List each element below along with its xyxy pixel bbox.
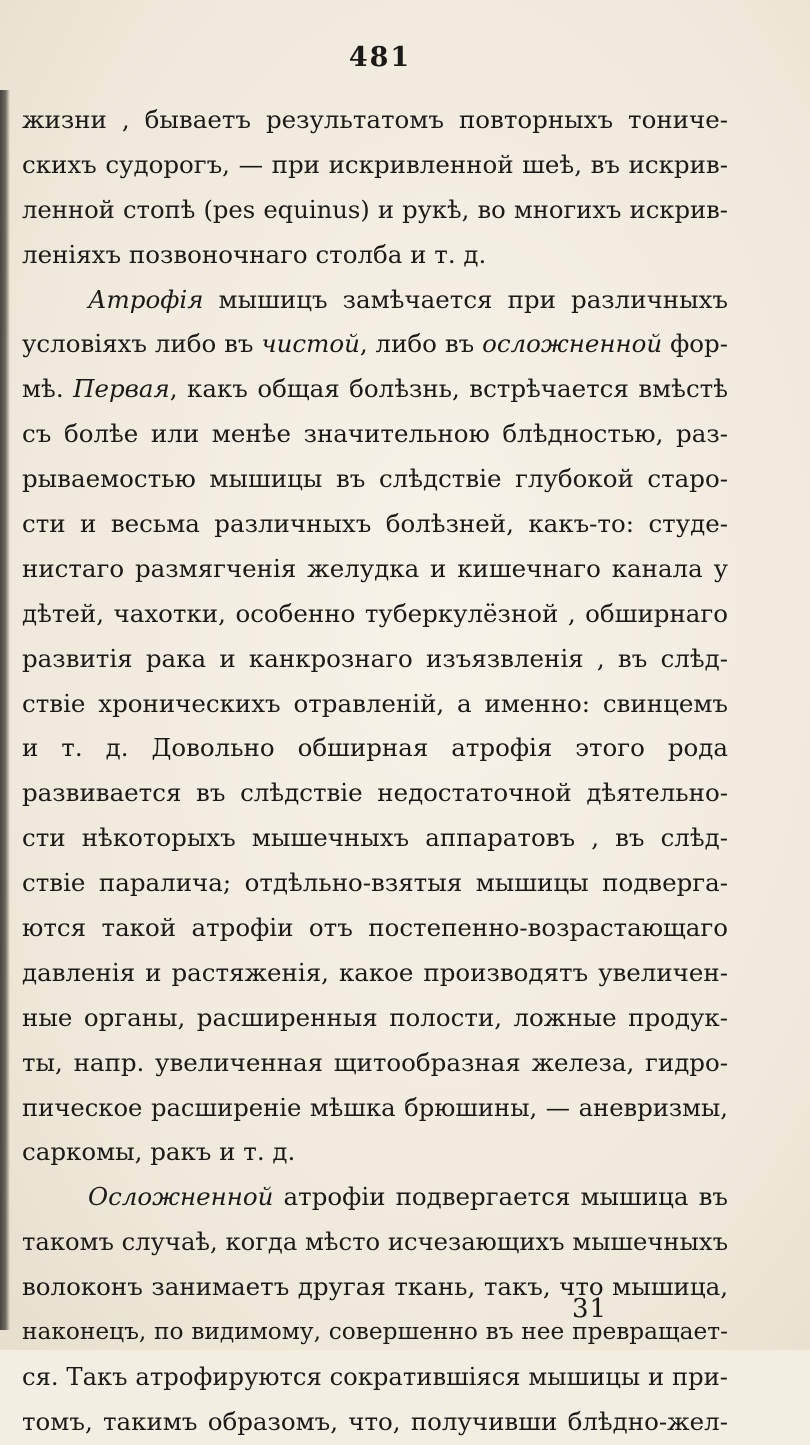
italic-term: осложненной [482, 329, 663, 359]
text-segment: леніяхъ позвоночнаго столба и т. д. [22, 239, 487, 269]
text-line [22, 1265, 728, 1310]
text-segment: волоконъ занимаетъ другая ткань, такъ, что мышица, [22, 1272, 728, 1302]
text-segment: мѣ. [22, 374, 74, 404]
text-line [22, 906, 728, 951]
text-segment: скихъ судорогъ, — при искривленной шеѣ, въ искрив- [22, 149, 728, 179]
text-segment: нистаго размягченія желудка и кишечнаго канала у [22, 553, 728, 583]
text-line [22, 682, 728, 727]
text-segment: развитія рака и канкрознаго изъязвленія , въ слѣд- [22, 643, 728, 673]
text-segment: ленной стопѣ (pes equinus) и рукѣ, во многихъ искрив- [22, 194, 728, 224]
text-line [22, 502, 728, 547]
text-segment: ты, напр. увеличенная щитообразная железа, гидро- [22, 1047, 728, 1077]
text-line [22, 188, 728, 233]
page-number: 481 [348, 42, 412, 73]
text-segment: ные органы, расширенныя полости, ложные продук- [22, 1002, 728, 1032]
text-segment: дѣтей, чахотки, особенно туберкулёзной , обширнаго [22, 598, 728, 628]
page-binding-shadow [0, 90, 10, 1330]
text-line [22, 367, 728, 412]
text-segment: и т. д. Довольно обширная атрофія этого рода [22, 733, 728, 763]
text-segment: пическое расширеніе мѣшка брюшины, — аневризмы, [22, 1092, 728, 1122]
text-line [22, 322, 728, 367]
text-line [22, 1130, 728, 1175]
text-segment: саркомы, ракъ и т. д. [22, 1137, 296, 1167]
text-segment: такомъ случаѣ, когда мѣсто исчезающихъ мышечныхъ [22, 1227, 728, 1257]
text-line [22, 233, 728, 278]
italic-term: Осложненной [88, 1182, 274, 1212]
text-segment: рываемостью мышицы въ слѣдствіе глубокой старо- [22, 464, 728, 494]
text-line [22, 592, 728, 637]
text-line [22, 951, 728, 996]
text-segment: жизни , бываетъ результатомъ повторныхъ тониче- [22, 105, 728, 134]
text-segment: сти нѣкоторыхъ мышечныхъ аппаратовъ , въ слѣд- [22, 823, 728, 853]
text-segment: наконецъ, по видимому, совершенно въ нее превращает- [22, 1318, 728, 1346]
text-line [22, 143, 728, 188]
text-line [22, 412, 728, 457]
italic-term: чистой [261, 329, 360, 359]
text-line [22, 1355, 728, 1400]
text-line [22, 1310, 728, 1355]
text-line [22, 1175, 728, 1220]
text-line [22, 547, 728, 592]
text-segment: , либо въ [359, 329, 483, 359]
text-line [22, 457, 728, 502]
text-segment: развивается въ слѣдствіе недостаточной дѣятельно- [22, 778, 728, 808]
text-segment: , какъ общая болѣзнь, встрѣчается вмѣстѣ [169, 374, 728, 404]
text-segment: ются такой атрофіи отъ постепенно-возрастающаго [22, 913, 728, 943]
text-line [22, 278, 728, 323]
text-line [22, 1400, 728, 1445]
text-segment: мышицъ замѣчается при различныхъ [203, 284, 728, 314]
text-line [22, 1041, 728, 1086]
text-segment: давленія и растяженія, какое производятъ увеличен- [22, 957, 728, 987]
text-segment: фор- [662, 329, 728, 359]
text-segment: условіяхъ либо въ [22, 329, 262, 359]
text-line [22, 996, 728, 1041]
text-line [22, 98, 728, 143]
text-segment: ся. Такъ атрофируются сократившіяся мышицы и при- [22, 1361, 728, 1391]
text-segment: томъ, такимъ образомъ, что, получивши блѣдно-жел- [22, 1406, 728, 1436]
text-segment: съ болѣе или менѣе значительною блѣдностью, раз- [22, 419, 728, 449]
text-line [22, 771, 728, 816]
text-segment: атрофіи подвергается мышица въ [273, 1182, 728, 1212]
text-segment: ствіе паралича; отдѣльно-взятыя мышицы подверга- [22, 868, 728, 898]
text-line [22, 861, 728, 906]
text-line [22, 637, 728, 682]
text-line [22, 726, 728, 771]
body-text [22, 98, 728, 1445]
text-segment: ствіе хроническихъ отравленій, а именно: свинцемъ [22, 688, 728, 718]
text-line [22, 816, 728, 861]
text-line [22, 1086, 728, 1131]
printer-signature-mark: 31 [572, 1294, 608, 1324]
text-segment: сти и весьма различныхъ болѣзней, какъ-то: студе- [22, 509, 728, 539]
italic-term: Первая [73, 374, 170, 404]
text-line [22, 1220, 728, 1265]
italic-term: Атрофія [88, 284, 204, 314]
